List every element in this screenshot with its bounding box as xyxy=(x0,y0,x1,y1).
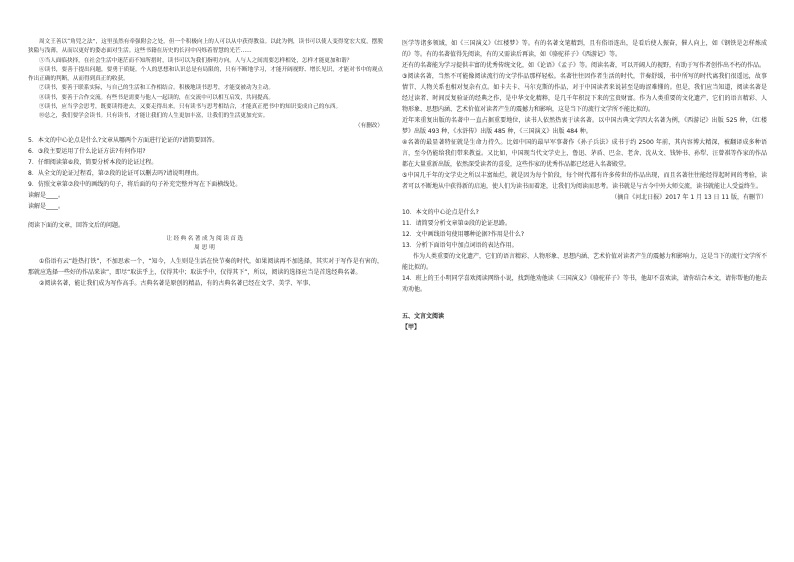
question-7: 7．仔细阅读第⑥段，简要分析本段的论证过程。 xyxy=(28,158,158,166)
passage-paragraph: 周文王善以“角兕之法”，这里虽然有牵强附会之处，但一个积极向上的人可以从中获得教益。以此为例，读书可以使人变得宽宏大度，摆脱狭隘与浅薄，从而以更好的姿态面对生活。这些书籍在历史的长河中闪烁着智慧的光芒…… xyxy=(28,39,383,55)
article-paragraph: ①俗语有云“趁热打铁”，不加思索一个，“知今，人生则是生活在快节奏的时代，如果阅读再不加选择，其实对于写作是有害的，那就应选择一些好的作品来读”，即尽“取法乎上，仅得其中；取法乎中，仅得其下”，所以，阅读的选择应当是首选经典名著。 xyxy=(28,257,383,276)
passage xyxy=(28,38,383,131)
question-10: 10．本文的中心论点是什么? xyxy=(402,209,479,216)
passage-paragraph: ⑦读书，要善于联系实际，与自己的生活和工作相结合。积极地读书思考，才能变被动为主动。 xyxy=(39,85,274,92)
section-heading-classical: 五、文言文阅读 xyxy=(402,313,445,320)
reading-intro: 阅读下面的文章，回答文后的问题。 xyxy=(28,221,125,229)
question-5: 5．本文的中心论点是什么?文章从哪两个方面进行论证的?请简要回答。 xyxy=(28,136,219,144)
right-column xyxy=(402,38,767,333)
section-subheading-jia: 【甲】 xyxy=(402,324,421,331)
answer-line: 读解是____。 xyxy=(28,202,65,210)
passage-paragraph: ⑧读书，要善于合作交流。有些书是需要与他人一起读的，在交流中可以相互启发，共同提高。 xyxy=(39,94,274,101)
question-6: 6．③段主要运用了什么论证方法?有何作用? xyxy=(28,147,146,155)
passage-paragraph: ⑥读书，要善于提出问题，要勇于质疑。个人的思想和认识总是有局限的，只有不断地学习，才能开阔视野、增长见识，才能对书中的观点作出正确的判断，从而得到真正的收获。 xyxy=(28,66,383,83)
passage-source: （有删改） xyxy=(355,122,383,129)
passage-paragraph: ⑨读书，应当学会思考，既要读得进去，又要走得出来。只有读书与思考相结合，才能真正把书中的知识变成自己的东西。 xyxy=(39,104,342,111)
article-continued xyxy=(402,38,767,203)
article-paragraph: ②阅读名著，能让我们成为写作高手。古典名著是原创的精品，有的古典名著已经在文学、美学、军事、 xyxy=(39,279,315,287)
question-13: 13．分析下面语句中加点词语的表达作用。 xyxy=(402,242,518,249)
question-12: 12．文中画线语句使用哪种论据?作用是什么? xyxy=(402,231,525,238)
article-paragraph: ⑤中国几千年的文学史之所以丰富灿烂，就是因为每个阶段，每个时代都有许多传世的作品出现，而且名著往往能经得起时间的考验，读者可以不断地从中获得新的启迪，使人们为读书而着迷，让我们为阅读而思考。读书就是与古今中外大师交流，读书就能让人受益终生。 xyxy=(402,172,767,190)
left-column xyxy=(28,38,383,289)
question-9: 9．仿照文章第⑦段中的画线的句子，将后面的句子补充完整并写在下面横线处。 xyxy=(28,180,242,188)
article-paragraph: ③阅读名著，当然不可能像阅读流行的文学作品那样轻松。名著往往因作者生活的时代，节奏舒缓，书中所写的时代离我们很遥远，故事情节、人物关系也相对复杂有点。如卡夫卡、马尔克斯的作品，对于中国读者来说甚至是晦涩难懂的。但是，我们应当知道，阅读名著是经过读者、时间反复验证的经典之作，是中华文化精粹，是几千年积淀下来的宝贵财富。作为人类重要的文化遗产，它们的语言精彩、人物形象、思想内涵、艺术价值对读者产生的震撼力和影响，这是当下的流行文学所不能比拟的。 xyxy=(402,73,767,113)
question-list xyxy=(402,207,767,295)
article-paragraph: 近年来重复出版的名著中一直占据重要地位，读书人依然热衷于读名著。以中国古典文学四大名著为例，《西游记》出版 525 种，《红楼梦》出版 493 种，《水浒传》出版 485 种，《三国演义》出版 484 种。 xyxy=(402,117,767,135)
article-paragraph: ④名著的最显著特征就是生命力持久。比如中国的最早军事著作《孙子兵法》成书于约 2500 年前，其内容博大精深，被翻译成多种语言，至今仍能给我们带来教益。又比如，中国现当代文学史上，鲁迅、茅盾、巴金、老舍、沈从文、钱钟书、孙犁、汪曾祺等作家的作品都在大量重新出版，依然深受读者的喜爱，这些作家的优秀作品都已经进入名著殿堂。 xyxy=(402,139,767,168)
question-8: 8．从全文的论证过程看，第⑦段的论证可以删去吗?请说明理由。 xyxy=(28,169,203,177)
article-author: 周思明 xyxy=(194,245,217,252)
passage-paragraph: ⑤当人面临抉择，在社会生活中迷茫而不知所措时，读书可以为我们指明方向。人与人之间需要怎样相处，怎样才能更加和谐？ xyxy=(39,57,353,64)
question-11: 11．请简要分析文章第②段的论证思路。 xyxy=(402,220,512,227)
question-14: 14．班上的王小明同学喜欢阅读网络小说，找到他劝他读《三国演义》《骆驼祥子》等书，他却不喜欢读，请你结合本文，请你帮他的他去劝劝他。 xyxy=(402,275,767,293)
article-source: （摘自《河北日报》2017 年 1 月 13 日 11 版，有删节） xyxy=(611,194,767,201)
question-13-quote: 作为人类重要的文化遗产，它们的语言精彩、人物形象、思想内涵、艺术价值对读者产生的震撼力和影响力，这是当下的流行文学所不能比拟的。 xyxy=(402,253,768,271)
answer-line: 读解是____。 xyxy=(28,191,65,199)
passage-paragraph: ⑩总之，我们要学会读书。只有读书，才能让我们的人生更加丰富，让我们的生活更加充实。 xyxy=(39,113,269,120)
article-title: 让经典名著成为阅读首选 xyxy=(166,235,245,242)
question-list xyxy=(28,135,383,212)
article-paragraph: 还有的名著能为学习提供丰富的优秀传统文化，如《论语》《孟子》等。阅读名著，可以开阔人的视野，有助于写作者创作出不朽的作品。 xyxy=(402,62,766,69)
article-paragraph: 医学等诸多领域，如《三国演义》《红楼梦》等。有的名著文笔精到，且有俗语连出，是看后使人振奋，催人向上，如《钢铁是怎样炼成的》等。有的名著值得先阅读，有的又需读后再读，如《骆驼祥子》《西游记》等。 xyxy=(402,40,767,58)
